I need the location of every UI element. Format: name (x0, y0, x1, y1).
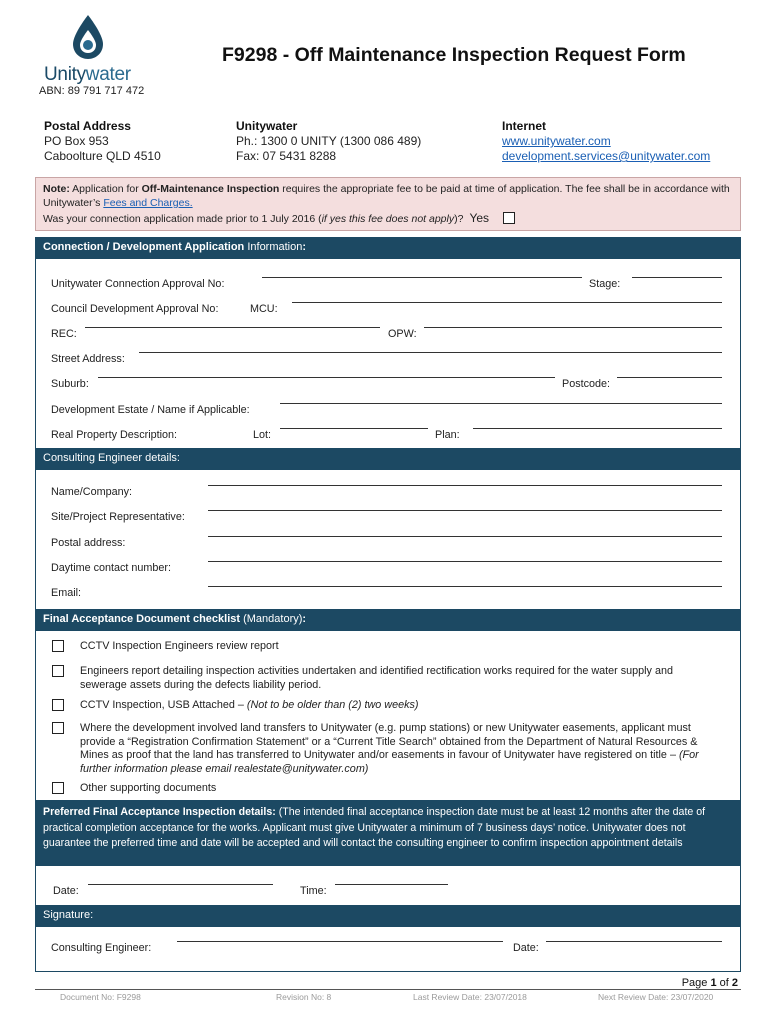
daytime-contact-field[interactable] (208, 561, 722, 562)
checkbox-icon[interactable] (52, 722, 64, 734)
water-drop-icon (71, 14, 105, 60)
postal-address-block (44, 119, 161, 164)
abn-number: ABN: 89 791 717 472 (39, 85, 145, 97)
website-link[interactable]: www.unitywater.com (502, 134, 611, 148)
daytime-contact-label: Daytime contact number: (51, 562, 172, 574)
engineer-section-header: Consulting Engineer details: (35, 448, 741, 470)
suburb-label: Suburb: (51, 378, 89, 390)
preferred-section (35, 866, 741, 906)
plan-label: Plan: (435, 429, 460, 441)
unitywater-logo (44, 14, 134, 86)
postcode-label: Postcode: (562, 378, 611, 390)
estate-label: Development Estate / Name if Applicable: (51, 404, 250, 416)
page-number: Page 1 of 2 (681, 977, 738, 989)
fax-line: Fax: 07 5431 8288 (236, 149, 337, 163)
fee-note-box (35, 177, 741, 231)
fee-question: Was your connection application made prior to 1 July 2016 (if yes this fee does not apply)? Yes (43, 211, 733, 226)
representative-label: Site/Project Representative: (51, 511, 185, 523)
estate-field[interactable] (280, 403, 722, 404)
name-company-field[interactable] (208, 485, 722, 486)
signature-field[interactable] (177, 941, 503, 942)
unitywater-heading: Unitywater (236, 119, 298, 133)
rec-field[interactable] (85, 327, 380, 328)
signature-section-header: Signature: (35, 905, 741, 927)
lot-label: Lot: (253, 429, 272, 441)
inspection-time-label: Time: (300, 885, 327, 897)
yes-checkbox[interactable] (503, 212, 515, 224)
checklist-section-header: Final Acceptance Document checklist (Mandatory): (35, 609, 741, 631)
phone-line: Ph.: 1300 0 UNITY (1300 086 489) (236, 134, 422, 148)
document-number: Document No: F9298 (60, 992, 141, 1002)
street-field[interactable] (139, 352, 722, 353)
internet-heading: Internet (502, 119, 547, 133)
postal-line-2: Caboolture QLD 4510 (44, 149, 161, 163)
postcode-field[interactable] (617, 377, 722, 378)
email-link[interactable]: development.services@unitywater.com (502, 149, 711, 163)
approval-no-field[interactable] (262, 277, 582, 278)
yes-label: Yes (469, 211, 490, 225)
preferred-section-header: Preferred Final Acceptance Inspection details: (The intended final acceptance inspection date must be at least 12 months after the date of practical completion acceptance for the works. Applicant must give Unitywater a minimum of 7 business days’ notice. Unitywater does not guarantee the preferred time and date will be accepted and will contact the consulting engineer to confirm inspection appointment details (35, 800, 741, 866)
next-review-date: Next Review Date: 23/07/2020 (598, 992, 714, 1002)
checkbox-icon[interactable] (52, 782, 64, 794)
postal-line-1: PO Box 953 (44, 134, 109, 148)
representative-field[interactable] (208, 510, 722, 511)
council-no-label: Council Development Approval No: (51, 303, 219, 315)
unitywater-contact-block (236, 119, 421, 164)
suburb-field[interactable] (98, 377, 555, 378)
last-review-date: Last Review Date: 23/07/2018 (413, 992, 527, 1002)
connection-section-header: Connection / Development Application Information: (35, 237, 741, 259)
rec-label: REC: (51, 328, 77, 340)
mcu-label: MCU: (250, 303, 278, 315)
postal-address-label: Postal address: (51, 537, 126, 549)
opw-label: OPW: (388, 328, 417, 340)
lot-field[interactable] (280, 428, 428, 429)
property-label: Real Property Description: (51, 429, 178, 441)
checkbox-icon[interactable] (52, 665, 64, 677)
inspection-date-field[interactable] (88, 884, 273, 885)
engineer-section (35, 470, 741, 610)
fees-and-charges-link[interactable]: Fees and Charges. (103, 197, 193, 209)
inspection-time-field[interactable] (335, 884, 448, 885)
checkbox-icon[interactable] (52, 699, 64, 711)
postal-heading: Postal Address (44, 119, 131, 133)
plan-field[interactable] (473, 428, 722, 429)
name-company-label: Name/Company: (51, 486, 133, 498)
form-title: F9298 - Off Maintenance Inspection Request Form (222, 44, 686, 66)
fee-note-text: Note: Application for Off-Maintenance Inspection requires the appropriate fee to be paid at time of application. The fee shall be in accordance with Unitywater’s Fees and Charges. (43, 183, 730, 209)
footer-divider (35, 989, 741, 990)
email-label: Email: (51, 587, 81, 599)
signature-date-label: Date: (513, 942, 539, 954)
internet-block (502, 119, 710, 164)
stage-label: Stage: (589, 278, 621, 290)
approval-no-label: Unitywater Connection Approval No: (51, 278, 225, 290)
opw-field[interactable] (424, 327, 722, 328)
inspection-date-label: Date: (53, 885, 79, 897)
revision-number: Revision No: 8 (276, 992, 332, 1002)
stage-field[interactable] (632, 277, 722, 278)
mcu-field[interactable] (292, 302, 722, 303)
checkbox-icon[interactable] (52, 640, 64, 652)
postal-address-field[interactable] (208, 536, 722, 537)
logo-wordmark: Unitywater (44, 64, 131, 85)
consulting-engineer-label: Consulting Engineer: (51, 942, 152, 954)
email-field[interactable] (208, 586, 722, 587)
signature-date-field[interactable] (546, 941, 722, 942)
street-label: Street Address: (51, 353, 125, 365)
